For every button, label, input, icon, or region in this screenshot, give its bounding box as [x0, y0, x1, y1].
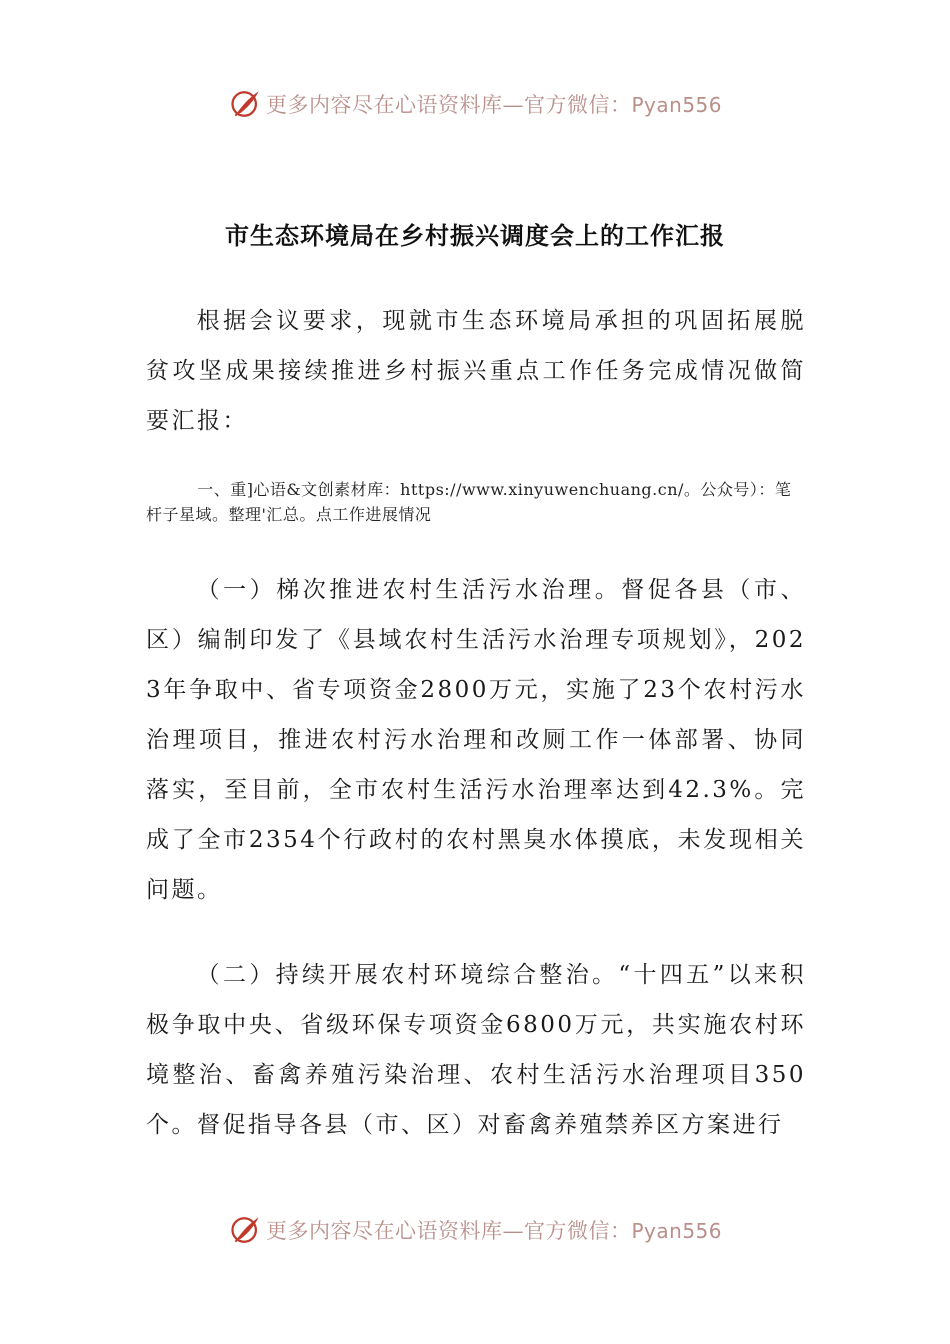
intro-paragraph: 根据会议要求，现就市生态环境局承担的巩固拓展脱贫攻坚成果接续推进乡村振兴重点工作任务完成情况做简要汇报：	[146, 308, 806, 434]
quill-logo-icon	[228, 86, 264, 122]
item-1-paragraph: （一）梯次推进农村生活污水治理。督促各县（市、区）编制印发了《县域农村生活污水治理专项规划》，2023年争取中、省专项资金2800万元，实施了23个农村污水治理项目，推进农村污水治理和改厕工作一体部署、协同落实，至目前，全市农村生活污水治理率达到42.3%。完成了全市2354个行政村的农村黑臭水体摸底，未发现相关问题。	[146, 577, 806, 903]
document-title: 市生态环境局在乡村振兴调度会上的工作汇报	[225, 221, 725, 250]
header-watermark	[0, 84, 950, 124]
item-2-paragraph: （二）持续开展农村环境综合整治。“十四五”以来积极争取中央、省级环保专项资金6800万元，共实施农村环境整治、畜禽养殖污染治理、农村生活污水治理项目350个。督促指导各县（市、区）对畜禽养殖禁养区方案进行	[146, 962, 806, 1138]
section-heading-note: 一、重]心语&文创素材库：https://www.xinyuwenchuang.cn/。公众号）：笔杆子星域。整理'汇总。点工作进展情况	[146, 480, 792, 524]
watermark-text: 更多内容尽在心语资料库—官方微信：Pyan556	[265, 1219, 722, 1243]
quill-logo-icon	[228, 1212, 264, 1248]
watermark-text: 更多内容尽在心语资料库—官方微信：Pyan556	[265, 93, 722, 117]
footer-watermark	[0, 1210, 950, 1250]
